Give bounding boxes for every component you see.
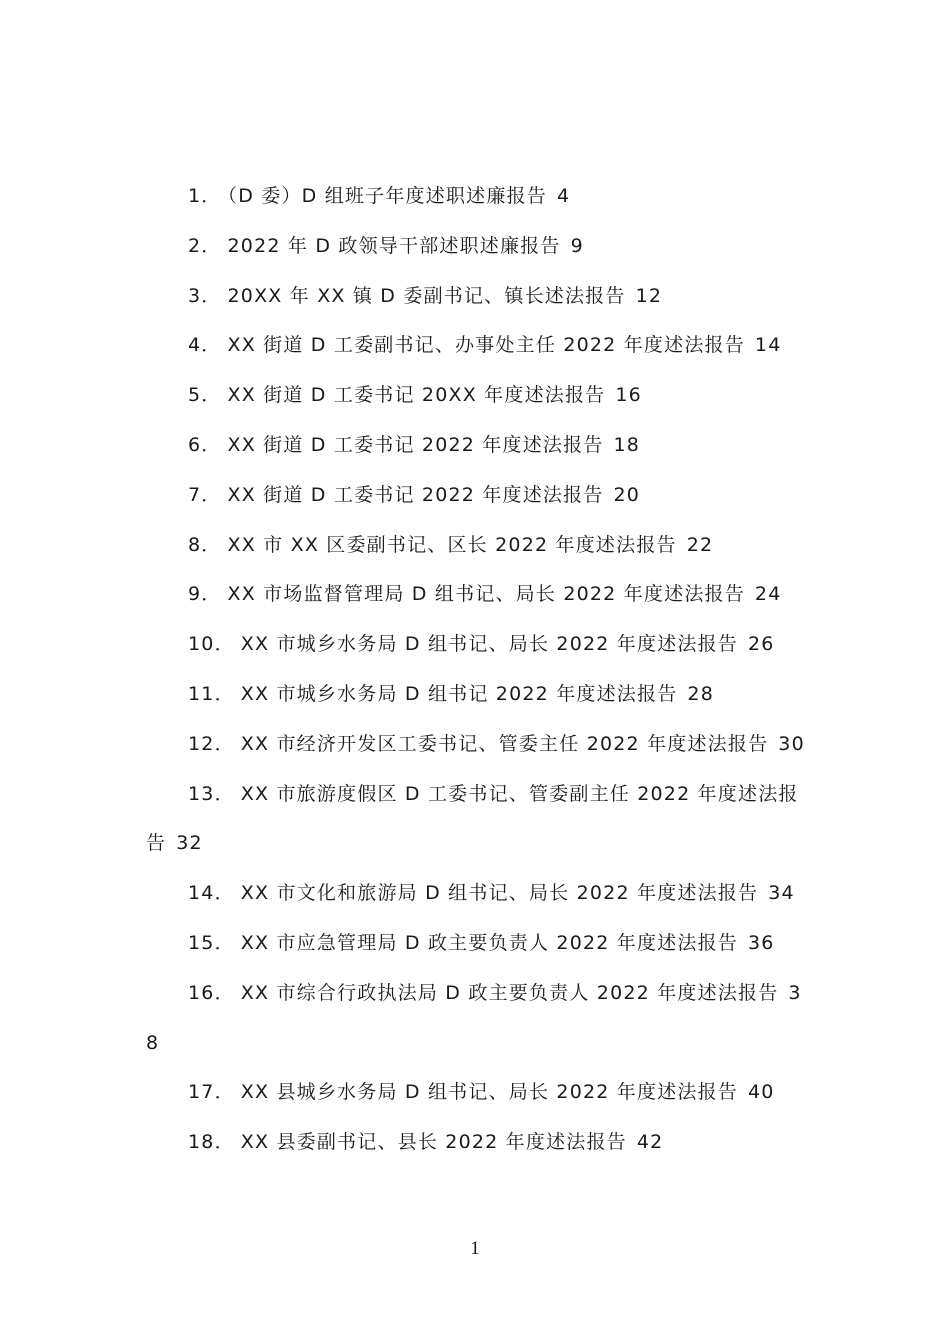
toc-entry-title: XX 市文化和旅游局 D 组书记、局长 2022 年度述法报告 <box>240 882 759 905</box>
toc-entry <box>146 222 808 272</box>
toc-entry-title: XX 市经济开发区工委书记、管委主任 2022 年度述法报告 <box>240 732 769 755</box>
toc-entry <box>146 570 808 620</box>
toc-entry-page: 26 <box>748 633 775 656</box>
toc-entry-page: 42 <box>636 1131 664 1154</box>
toc-entry <box>146 521 808 571</box>
toc-entry-title: XX 市城乡水务局 D 组书记 2022 年度述法报告 <box>240 682 678 705</box>
toc-entry <box>146 421 808 471</box>
toc-entry-title: XX 市城乡水务局 D 组书记、局长 2022 年度述法报告 <box>240 633 738 656</box>
toc-entry-page: 9 <box>570 234 584 257</box>
toc-entry-number: 7． <box>188 483 222 506</box>
toc-entry <box>146 371 808 421</box>
toc-entry-page: 30 <box>778 732 805 755</box>
toc-entry <box>146 1118 808 1168</box>
toc-entry-number: 17． <box>188 1081 235 1104</box>
toc-entry-page: 18 <box>613 433 641 456</box>
toc-entry-number: 15． <box>188 931 235 954</box>
toc-entry-number: 14． <box>188 882 235 905</box>
toc-entry-title: XX 街道 D 工委书记 2022 年度述法报告 <box>227 433 604 456</box>
toc-entry-title: XX 市场监督管理局 D 组书记、局长 2022 年度述法报告 <box>227 583 745 606</box>
toc-entry-page: 24 <box>754 583 782 606</box>
toc-entry-title: XX 市旅游度假区 D 工委书记、管委副主任 2022 年度述法报告 <box>146 782 799 855</box>
toc-entry-number: 5． <box>188 384 222 407</box>
toc-entry-title: XX 县委副书记、县长 2022 年度述法报告 <box>240 1131 627 1154</box>
toc-entry-number: 16． <box>188 981 235 1004</box>
toc-entry-number: 12． <box>188 732 235 755</box>
toc-entry <box>146 1068 808 1118</box>
page-number: 1 <box>470 1238 480 1259</box>
toc-entry-title: XX 县城乡水务局 D 组书记、局长 2022 年度述法报告 <box>240 1081 738 1104</box>
toc-entry-page: 16 <box>615 384 642 407</box>
toc-entry-page: 4 <box>556 185 571 207</box>
toc-entry <box>146 919 808 969</box>
toc-entry-number: 4． <box>188 334 222 357</box>
toc-entry-number: 8． <box>188 533 222 556</box>
toc-entry <box>146 172 808 222</box>
toc-entry <box>146 321 808 371</box>
toc-entry <box>146 670 808 720</box>
toc-entry-title: 2022 年 D 政领导干部述职述廉报告 <box>227 234 561 257</box>
toc-entry-title: XX 街道 D 工委书记 2022 年度述法报告 <box>227 483 604 506</box>
toc-entry <box>146 770 808 870</box>
toc-entry-title: XX 街道 D 工委副书记、办事处主任 2022 年度述法报告 <box>227 334 745 357</box>
toc-entry-page: 38 <box>146 981 802 1054</box>
toc-entry-page: 14 <box>754 334 782 357</box>
toc-entry-page: 32 <box>176 832 203 855</box>
table-of-contents <box>146 172 808 1168</box>
toc-entry-number: 18． <box>188 1131 235 1154</box>
toc-entry-page: 36 <box>748 931 775 954</box>
toc-entry <box>146 620 808 670</box>
toc-entry-number: 9． <box>188 583 222 606</box>
toc-entry-number: 1． <box>188 185 222 207</box>
toc-entry-page: 34 <box>768 882 795 905</box>
toc-entry-number: 6． <box>188 433 222 456</box>
toc-entry-title: XX 街道 D 工委书记 20XX 年度述法报告 <box>227 384 606 407</box>
toc-entry-page: 20 <box>613 483 641 506</box>
toc-entry <box>146 471 808 521</box>
toc-entry <box>146 720 808 770</box>
toc-entry-page: 12 <box>635 284 663 307</box>
toc-entry-title: （D 委）D 组班子年度述职述廉报告 <box>227 185 547 207</box>
toc-entry-number: 3． <box>188 284 222 307</box>
toc-entry-title: XX 市 XX 区委副书记、区长 2022 年度述法报告 <box>227 533 677 556</box>
toc-entry <box>146 272 808 322</box>
toc-entry-page: 28 <box>687 682 714 705</box>
toc-entry-title: XX 市应急管理局 D 政主要负责人 2022 年度述法报告 <box>240 931 738 954</box>
toc-entry <box>146 969 808 1069</box>
toc-entry-number: 2． <box>188 234 222 257</box>
toc-entry-page: 40 <box>748 1081 775 1104</box>
toc-entry-title: 20XX 年 XX 镇 D 委副书记、镇长述法报告 <box>227 284 626 307</box>
toc-entry <box>146 869 808 919</box>
toc-entry-page: 22 <box>686 533 714 556</box>
toc-entry-number: 11． <box>188 682 235 705</box>
toc-entry-number: 13． <box>188 782 235 805</box>
toc-entry-title: XX 市综合行政执法局 D 政主要负责人 2022 年度述法报告 <box>240 981 779 1004</box>
toc-entry-number: 10． <box>188 633 235 656</box>
